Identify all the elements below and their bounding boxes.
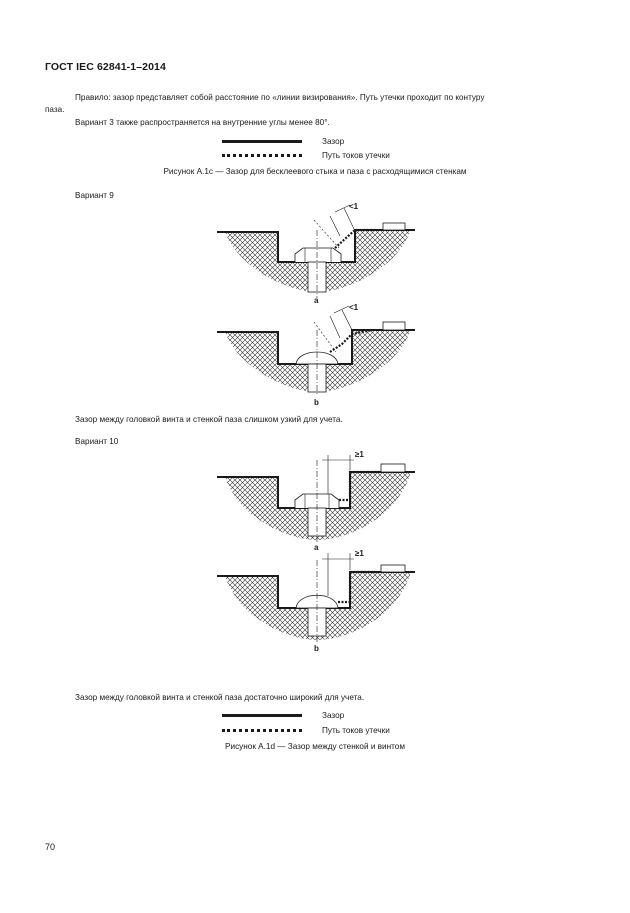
variant9-title: Вариант 9 bbox=[75, 191, 114, 200]
variant10-b-dim-label: ≥1 bbox=[355, 549, 364, 558]
variant9-a-sublabel: a bbox=[314, 296, 319, 305]
page-number: 70 bbox=[45, 842, 56, 852]
variant10-title: Вариант 10 bbox=[75, 437, 119, 446]
leakage-line-sample-2 bbox=[222, 729, 302, 732]
legend-gap-label-2: Зазор bbox=[322, 711, 345, 720]
legend-gap-label: Зазор bbox=[322, 137, 345, 146]
document-header: ГОСТ IEC 62841-1–2014 bbox=[45, 61, 166, 73]
variant10-note: Зазор между головкой винта и стенкой паза достаточно широкий для учета. bbox=[75, 693, 365, 702]
variant9-b-dim-label: <1 bbox=[349, 303, 359, 312]
rule-text-line1: Правило: зазор представляет собой расстояние по «линии визирования». Путь утечки проходит по контуру bbox=[75, 93, 485, 102]
variant9-a-dim-label: <1 bbox=[349, 202, 359, 211]
variant10-a-sublabel: a bbox=[314, 543, 319, 552]
variant10-b-sublabel: b bbox=[314, 644, 319, 653]
legend-leakage-2 bbox=[222, 726, 390, 735]
gap-line-sample-2 bbox=[222, 714, 302, 717]
variant9-note: Зазор между головкой винта и стенкой паза слишком узкий для учета. bbox=[75, 415, 343, 424]
variant10-a-dim-label: ≥1 bbox=[355, 450, 364, 459]
legend-gap-2 bbox=[222, 711, 344, 720]
rule-text-line2: паза. bbox=[45, 105, 65, 114]
variant9-b-sublabel: b bbox=[314, 398, 319, 407]
legend-leakage-label-2: Путь токов утечки bbox=[322, 726, 390, 735]
figure-a1c-caption: Рисунок А.1с — Зазор для бесклеевого стыка и паза с расходящимися стенкам bbox=[163, 167, 467, 176]
figure-a1d-caption: Рисунок А.1d — Зазор между стенкой и винтом bbox=[225, 742, 405, 751]
variant3-note: Вариант 3 также распространяется на внутренние углы менее 80°. bbox=[75, 118, 330, 127]
legend-leakage-label: Путь токов утечки bbox=[322, 151, 390, 160]
